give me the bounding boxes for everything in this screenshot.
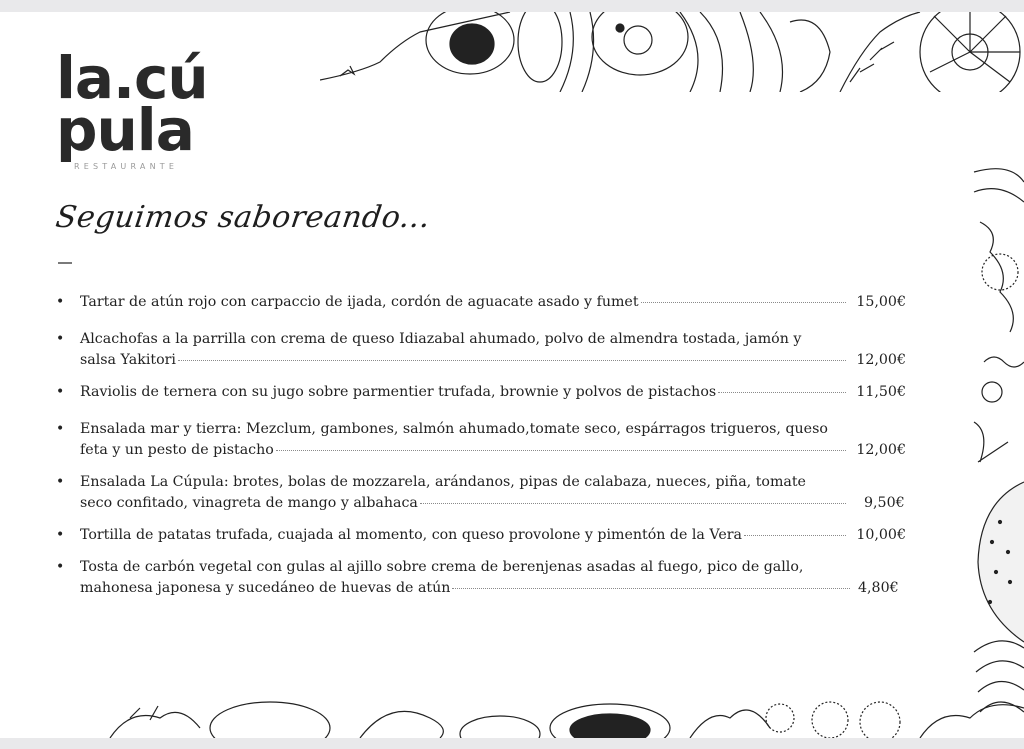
top-food-illustration bbox=[320, 12, 1024, 92]
logo-line-1: la.cú bbox=[56, 44, 208, 112]
item-price: 11,50€ bbox=[856, 384, 906, 400]
item-price: 12,00€ bbox=[856, 442, 906, 458]
item-text: mahonesa japonesa y sucedáneo de huevas de atún bbox=[80, 580, 451, 596]
menu-item bbox=[56, 382, 906, 403]
menu-item bbox=[56, 472, 906, 514]
menu-list bbox=[56, 292, 906, 610]
dot-leader bbox=[718, 392, 846, 393]
dot-leader bbox=[641, 302, 846, 303]
menu-sheet bbox=[0, 12, 1024, 738]
menu-item bbox=[56, 329, 906, 371]
menu-heading: Seguimos saboreando... bbox=[53, 200, 433, 235]
item-text: Tortilla de patatas trufada, cuajada al momento, con queso provolone y pimentón de la Vera bbox=[80, 527, 742, 543]
dot-leader bbox=[178, 360, 846, 361]
item-text-line1: Ensalada mar y tierra: Mezclum, gambones, salmón ahumado,tomate seco, espárragos trigueros, queso bbox=[80, 421, 828, 437]
bullet: • bbox=[56, 527, 65, 543]
menu-item bbox=[56, 292, 906, 313]
item-text-line1: Ensalada La Cúpula: brotes, bolas de mozzarela, arándanos, pipas de calabaza, nueces, piña, tomate bbox=[80, 474, 806, 490]
dot-leader bbox=[744, 535, 846, 536]
bottom-food-illustration bbox=[90, 698, 1024, 738]
logo-subtitle: RESTAURANTE bbox=[74, 162, 179, 171]
bullet: • bbox=[56, 294, 65, 310]
item-text-line1: Alcachofas a la parrilla con crema de queso Idiazabal ahumado, polvo de almendra tostada, jamón y bbox=[80, 331, 802, 347]
menu-item bbox=[56, 525, 906, 546]
item-price: 15,00€ bbox=[856, 294, 906, 310]
bullet: • bbox=[56, 384, 65, 400]
menu-item bbox=[56, 419, 906, 461]
bullet: • bbox=[56, 474, 65, 490]
item-text: seco confitado, vinagreta de mango y albahaca bbox=[80, 495, 418, 511]
item-text: Tartar de atún rojo con carpaccio de ijada, cordón de aguacate asado y fumet bbox=[80, 294, 639, 310]
bullet: • bbox=[56, 421, 65, 437]
item-text: Raviolis de ternera con su jugo sobre parmentier trufada, brownie y polvos de pistachos bbox=[80, 384, 717, 400]
item-text: feta y un pesto de pistacho bbox=[80, 442, 274, 458]
dot-leader bbox=[420, 503, 846, 504]
bullet: • bbox=[56, 559, 65, 575]
item-price: 9,50€ bbox=[864, 495, 905, 511]
heading-underline bbox=[58, 260, 78, 266]
logo-line-2: pula bbox=[56, 96, 194, 164]
dot-leader bbox=[452, 588, 850, 589]
right-food-illustration bbox=[970, 162, 1024, 738]
item-price: 12,00€ bbox=[856, 352, 906, 368]
item-price: 10,00€ bbox=[856, 527, 906, 543]
menu-item bbox=[56, 557, 906, 599]
item-price: 4,80€ bbox=[858, 580, 899, 596]
bullet: • bbox=[56, 331, 65, 347]
item-text-line1: Tosta de carbón vegetal con gulas al ajillo sobre crema de berenjenas asadas al fuego, pico de gallo, bbox=[80, 559, 804, 575]
dot-leader bbox=[276, 450, 846, 451]
restaurant-logo bbox=[56, 44, 216, 171]
item-text: salsa Yakitori bbox=[80, 352, 176, 368]
